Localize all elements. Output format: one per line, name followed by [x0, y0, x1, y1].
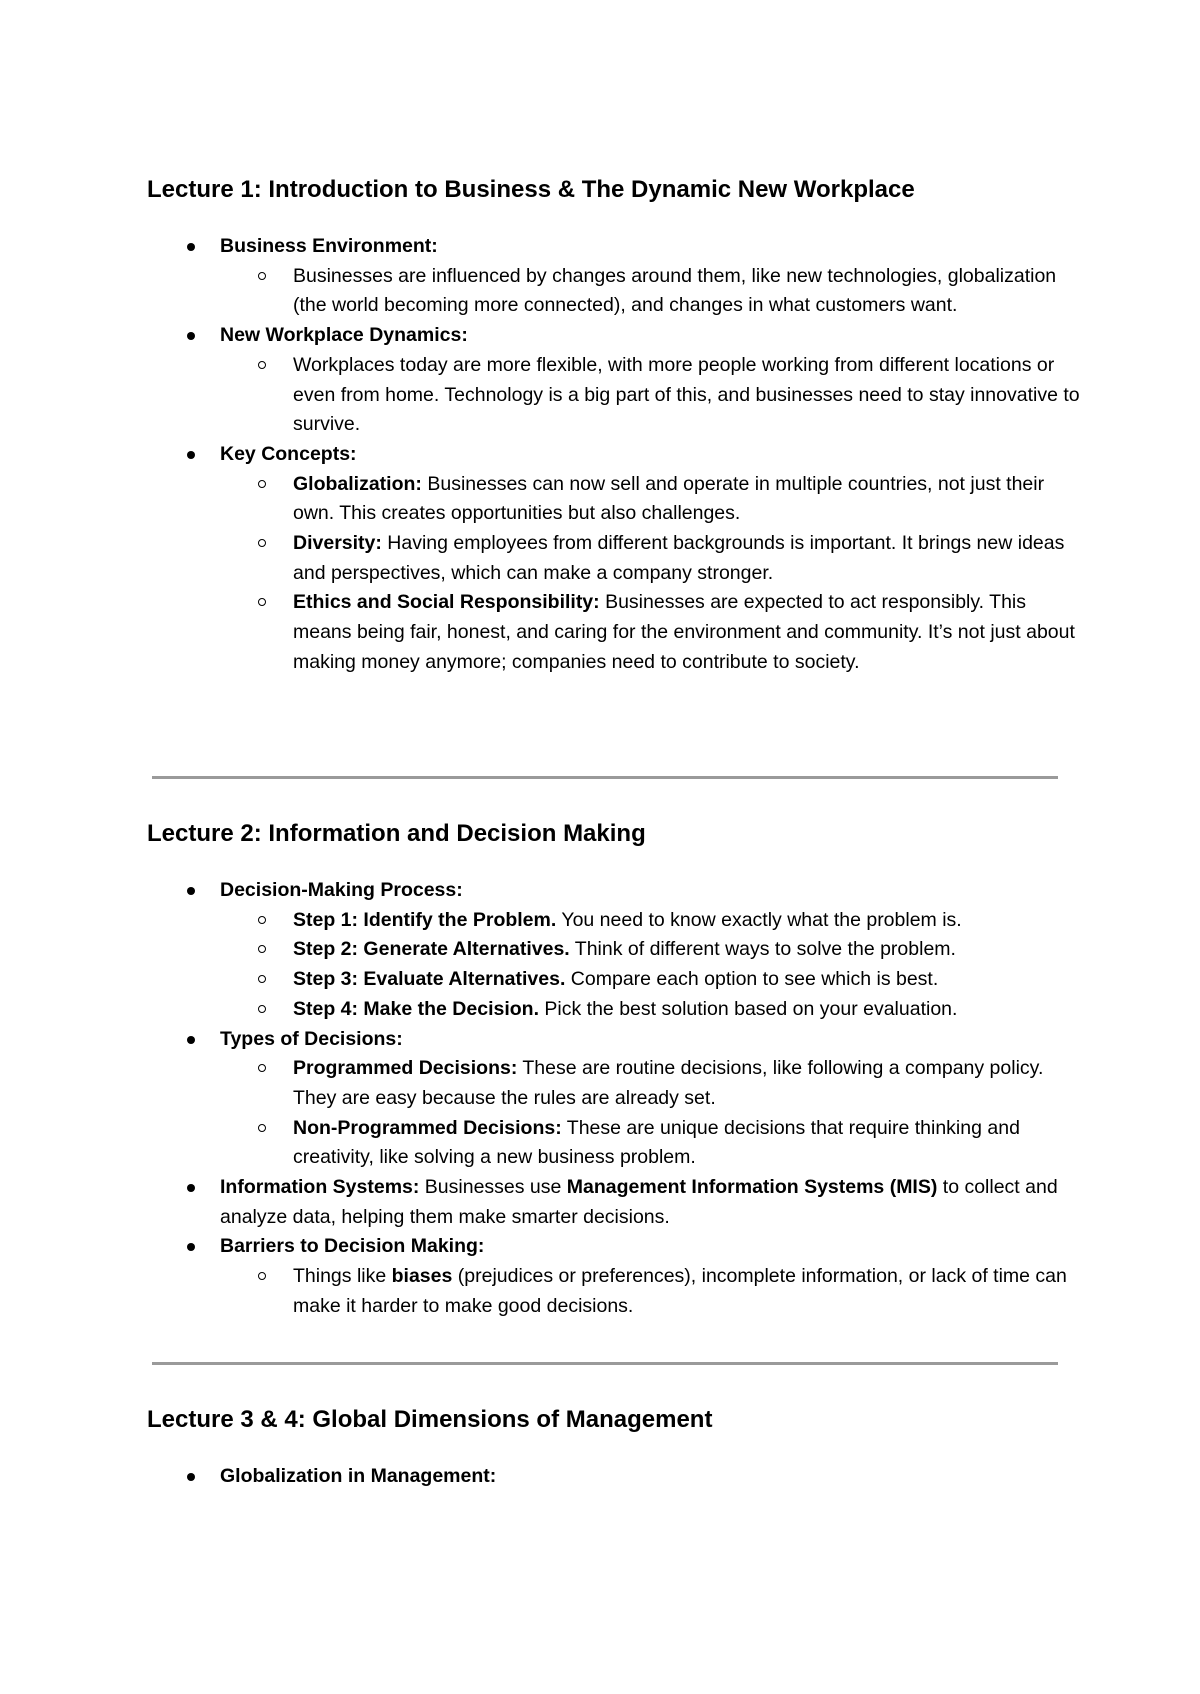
- circle-bullet-icon: [258, 598, 266, 606]
- sub-item: [293, 588, 1080, 677]
- sub-item: [293, 1114, 1080, 1173]
- sub-item-term: Diversity:: [293, 532, 382, 555]
- sub-item-text: You need to know exactly what the problem is.: [556, 908, 962, 931]
- lecture-3-4-list: [220, 1462, 1080, 1492]
- list-item: [220, 1232, 1080, 1321]
- circle-bullet-icon: [258, 480, 266, 488]
- bullet-icon: [187, 332, 195, 340]
- sub-item: [293, 351, 1080, 440]
- sub-item: [293, 906, 1080, 936]
- list-item: [220, 440, 1080, 678]
- sub-item: [293, 1054, 1080, 1113]
- sub-item: [293, 470, 1080, 529]
- circle-bullet-icon: [258, 975, 266, 983]
- bullet-icon: [187, 1473, 195, 1481]
- sub-item-text: (prejudices or preferences), incomplete information, or lack of time can make it harder to make good decisions.: [293, 1265, 1067, 1317]
- item-heading: New Workplace Dynamics:: [220, 324, 468, 347]
- section-divider: [152, 776, 1058, 779]
- sub-item: [293, 935, 1080, 965]
- sub-list: [293, 906, 1080, 1025]
- bullet-icon: [187, 243, 195, 251]
- list-item: [220, 876, 1080, 1025]
- sub-list: [293, 1054, 1080, 1173]
- sub-item-term: Globalization:: [293, 472, 422, 495]
- sub-item-text: Think of different ways to solve the problem.: [569, 938, 956, 961]
- list-item: [220, 1025, 1080, 1174]
- sub-list: [293, 351, 1080, 440]
- sub-item-term: Non-Programmed Decisions:: [293, 1116, 562, 1139]
- lecture-1-list: [220, 232, 1080, 678]
- circle-bullet-icon: [258, 1272, 266, 1280]
- circle-bullet-icon: [258, 272, 266, 280]
- item-term: Management Information Systems (MIS): [566, 1176, 938, 1199]
- circle-bullet-icon: [258, 1124, 266, 1132]
- bullet-icon: [187, 1243, 195, 1251]
- item-text: to collect and analyze data, helping them make smarter decisions.: [220, 1176, 1058, 1228]
- sub-item-term: Ethics and Social Responsibility:: [293, 591, 600, 614]
- item-heading: Types of Decisions:: [220, 1027, 403, 1050]
- sub-item-text: Workplaces today are more flexible, with more people working from different locations or even from home. Technology is a big part of this, and businesses need to stay innovative to survive.: [293, 353, 1080, 436]
- sub-item-text: Businesses can now sell and operate in multiple countries, not just their own. This creates opportunities but also challenges.: [293, 472, 1045, 525]
- list-item: [220, 321, 1080, 440]
- section-divider: [152, 1362, 1058, 1365]
- item-heading: Information Systems:: [220, 1176, 420, 1199]
- item-heading: Globalization in Management:: [220, 1465, 497, 1487]
- item-heading: Barriers to Decision Making:: [220, 1235, 485, 1258]
- lecture-3-4-title: Lecture 3 & 4: Global Dimensions of Management: [147, 1406, 713, 1433]
- sub-item-term: Step 2: Generate Alternatives.: [293, 938, 570, 961]
- bullet-icon: [187, 887, 195, 895]
- sub-item: [293, 995, 1080, 1025]
- lecture-2-list: [220, 876, 1080, 1322]
- circle-bullet-icon: [258, 916, 266, 924]
- bullet-icon: [187, 1036, 195, 1044]
- sub-item: [293, 529, 1080, 588]
- circle-bullet-icon: [258, 1005, 266, 1013]
- item-heading: Key Concepts:: [220, 442, 357, 465]
- sub-item-text: Having employees from different backgrounds is important. It brings new ideas and perspectives, which can make a company stronger.: [293, 532, 1065, 584]
- sub-item: [293, 262, 1080, 321]
- item-heading: Decision-Making Process:: [220, 879, 463, 901]
- sub-item-text: Things like: [293, 1265, 392, 1288]
- sub-item-text: Pick the best solution based on your evaluation.: [539, 997, 958, 1020]
- sub-item-term: Programmed Decisions:: [293, 1057, 518, 1080]
- sub-item-term: Step 1: Identify the Problem.: [293, 908, 557, 931]
- item-text: Businesses use: [419, 1176, 567, 1199]
- sub-list: [293, 470, 1080, 678]
- sub-item-text: Businesses are influenced by changes around them, like new technologies, globalization (the world becoming more connected), and changes in what customers want.: [293, 264, 1057, 317]
- bullet-icon: [187, 1184, 195, 1192]
- sub-item-text: Compare each option to see which is best.: [565, 968, 939, 991]
- sub-list: [293, 1262, 1080, 1321]
- circle-bullet-icon: [258, 1064, 266, 1072]
- bullet-icon: [187, 451, 195, 459]
- sub-item-term: biases: [391, 1265, 453, 1288]
- circle-bullet-icon: [258, 361, 266, 369]
- lecture-2-title: Lecture 2: Information and Decision Making: [147, 820, 646, 847]
- list-item: [220, 1173, 1080, 1232]
- list-item: [220, 232, 1080, 321]
- circle-bullet-icon: [258, 539, 266, 547]
- item-heading: Business Environment:: [220, 235, 438, 257]
- sub-item-text: Businesses are expected to act responsibly. This means being fair, honest, and caring for the environment and community. It’s not just about making money anymore; companies need to contribute to society.: [293, 591, 1075, 673]
- sub-item-term: Step 3: Evaluate Alternatives.: [293, 968, 566, 991]
- sub-item-text: These are routine decisions, like following a company policy. They are easy because the rules are already set.: [293, 1057, 1044, 1109]
- lecture-1-title: Lecture 1: Introduction to Business & The Dynamic New Workplace: [147, 176, 915, 203]
- sub-item: [293, 1262, 1080, 1321]
- circle-bullet-icon: [258, 945, 266, 953]
- list-item: [220, 1462, 1080, 1492]
- sub-item-term: Step 4: Make the Decision.: [293, 997, 539, 1020]
- sub-list: [293, 262, 1080, 321]
- sub-item: [293, 965, 1080, 995]
- sub-item-text: These are unique decisions that require thinking and creativity, like solving a new business problem.: [293, 1116, 1020, 1169]
